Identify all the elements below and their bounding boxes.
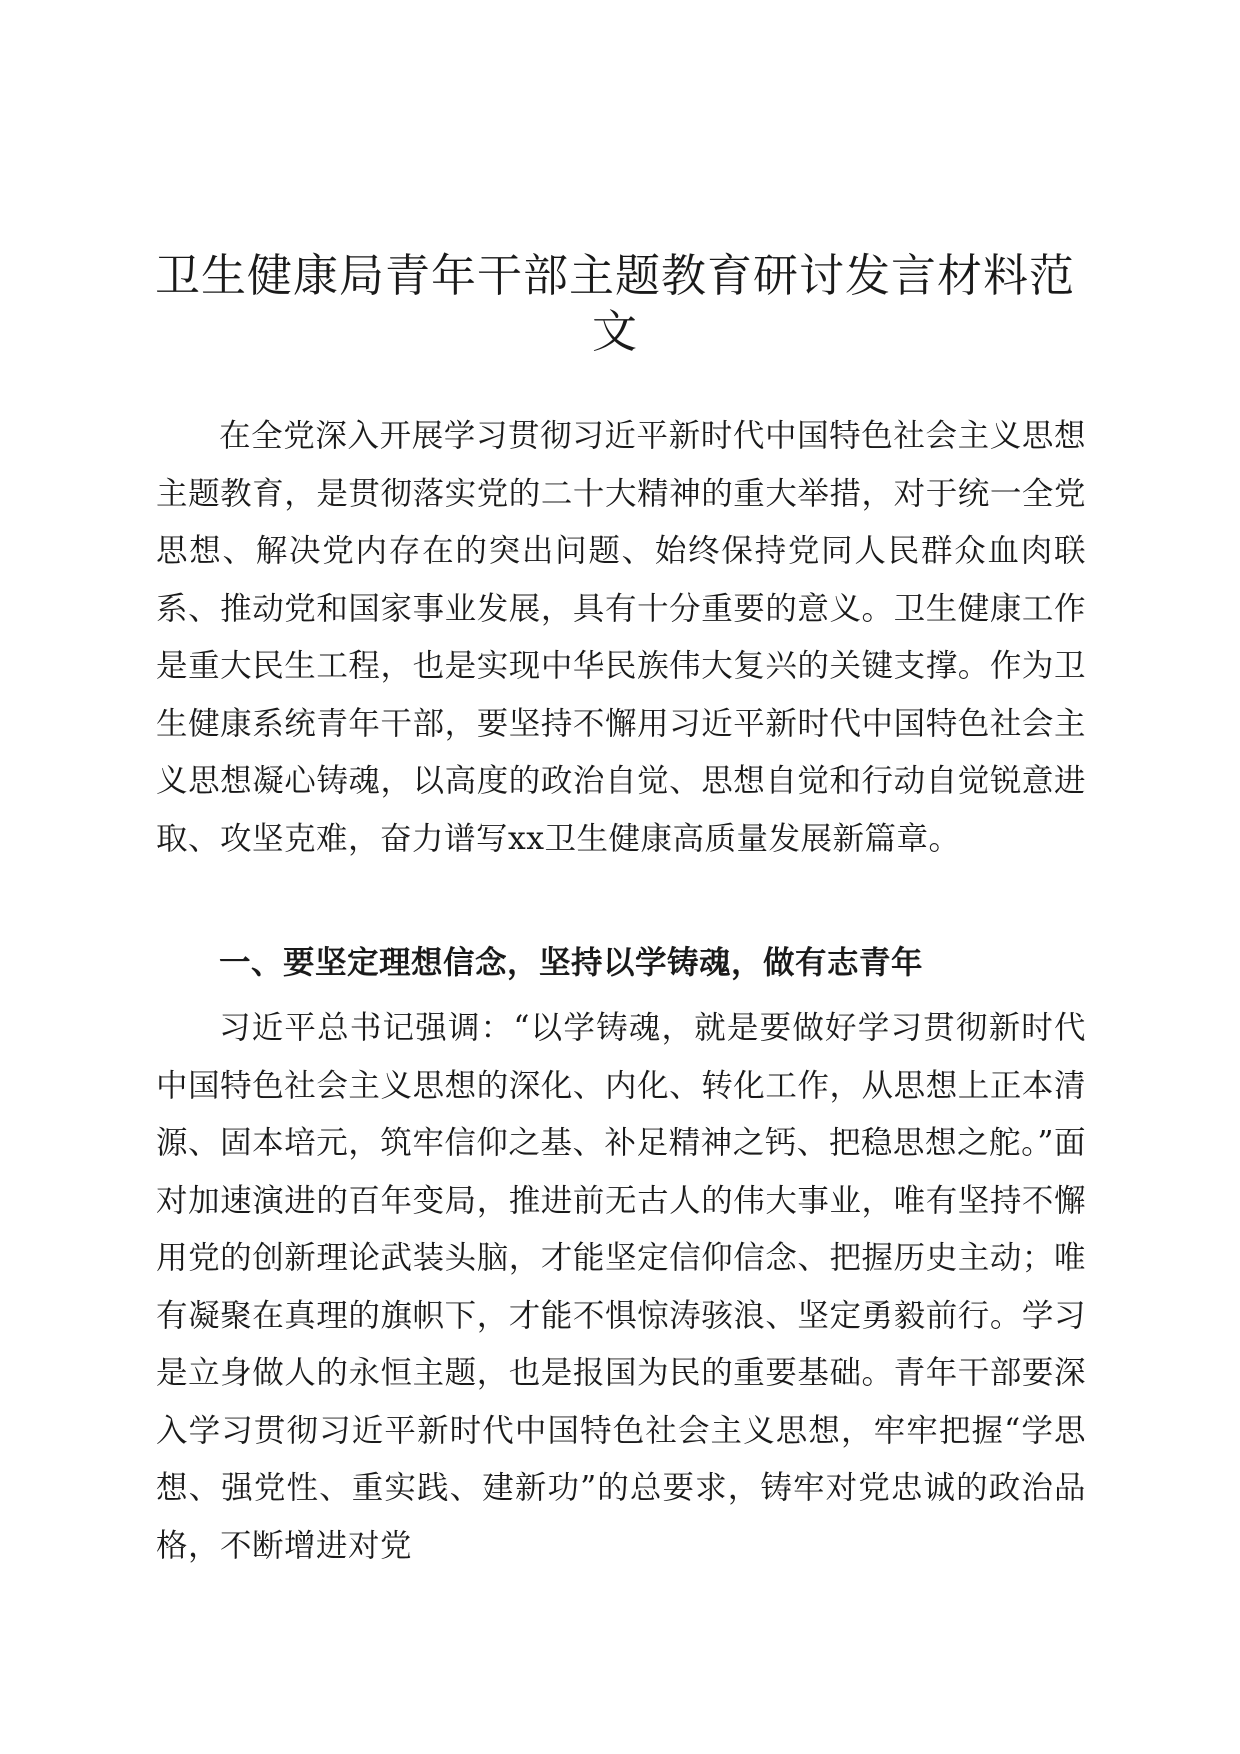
section-1-paragraph: 习近平总书记强调：“以学铸魂，就是要做好学习贯彻新时代中国特色社会主义思想的深化、内化、转化工作，从思想上正本清源、固本培元，筑牢信仰之基、补足精神之钙、把稳思想之舵。”面对加速演进的百年变局，推进前无古人的伟大事业，唯有坚持不懈用党的创新理论武装头脑，才能坚定信仰信念、把握历史主动；唯有凝聚在真理的旗帜下，才能不惧惊涛骇浪、坚定勇毅前行。学习是立身做人的永恒主题，也是报国为民的重要基础。青年干部要深入学习贯彻习近平新时代中国特色社会主义思想，牢牢把握“学思想、强党性、重实践、建新功”的总要求，铸牢对党忠诚的政治品格，不断增进对党	[156, 1010, 1086, 1564]
document-title: 卫生健康局青年干部主题教育研讨发言材料范文	[154, 249, 1075, 358]
section-heading-1: 一、要坚定理想信念，坚持以学铸魂，做有志青年	[219, 945, 924, 981]
intro-paragraph: 在全党深入开展学习贯彻习近平新时代中国特色社会主义思想主题教育，是贯彻落实党的二十大精神的重大举措，对于统一全党思想、解决党内存在的突出问题、始终保持党同人民群众血肉联系、推动党和国家事业发展，具有十分重要的意义。卫生健康工作是重大民生工程，也是实现中华民族伟大复兴的关键支撑。作为卫生健康系统青年干部，要坚持不懈用习近平新时代中国特色社会主义思想凝心铸魂，以高度的政治自觉、思想自觉和行动自觉锐意进取、攻坚克难，奋力谱写xx卫生健康高质量发展新篇章。	[156, 418, 1086, 857]
